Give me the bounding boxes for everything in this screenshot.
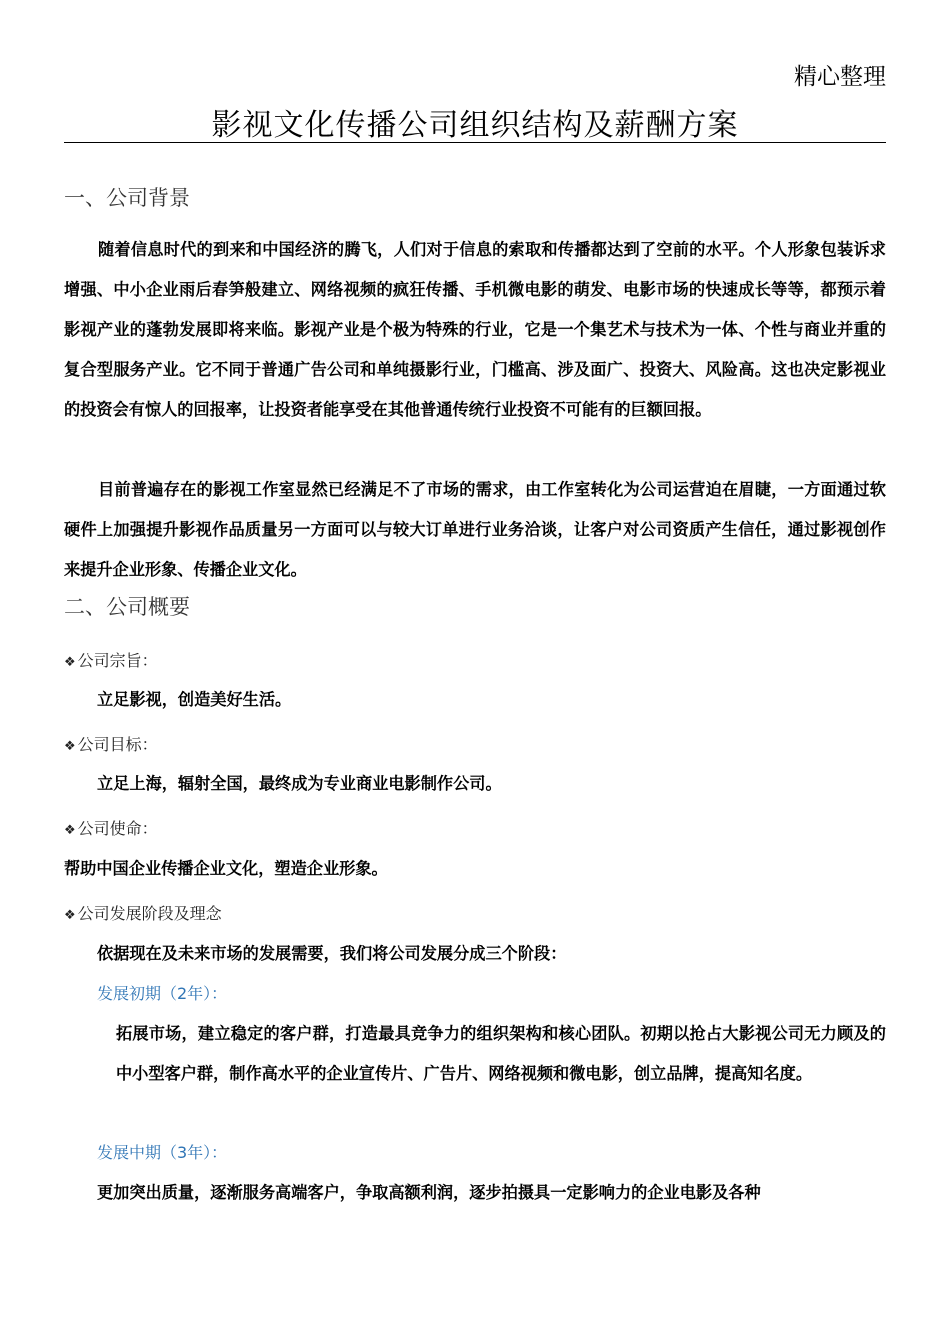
- diamond-bullet-icon: ❖: [64, 739, 76, 754]
- goal-text: 立足上海，辐射全国，最终成为专业商业电影制作公司。: [97, 774, 502, 793]
- diamond-bullet-icon: ❖: [64, 823, 76, 838]
- document-title: 影视文化传播公司组织结构及薪酬方案: [211, 108, 739, 143]
- diamond-bullet-icon: ❖: [64, 908, 76, 923]
- bullet-stages: [64, 901, 222, 929]
- purpose-label: 公司宗旨：: [77, 651, 158, 670]
- purpose-text: 立足影视，创造美好生活。: [97, 690, 292, 709]
- bullet-mission: [64, 816, 158, 844]
- bullet-goal: [64, 732, 158, 760]
- bullet-purpose: [64, 648, 158, 676]
- mission-label: 公司使命：: [77, 819, 158, 838]
- section-heading-overview: 二、公司概要: [64, 595, 190, 619]
- background-paragraph-1: 随着信息时代的到来和中国经济的腾飞，人们对于信息的索取和传播都达到了空前的水平。个人形象包装诉求增强、中小企业雨后春笋般建立、网络视频的疯狂传播、手机微电影的萌发、电影市场的快速成长等等，都预示着影视产业的蓬勃发展即将来临。影视产业是个极为特殊的行业，它是一个集艺术与技术为一体、个性与商业并重的复合型服务产业。它不同于普通广告公司和单纯摄影行业，门槛高、涉及面广、投资大、风险高。这也决定影视业的投资会有惊人的回报率，让投资者能享受在其他普通传统行业投资不可能有的巨额回报。: [64, 240, 886, 419]
- title-underline: [64, 142, 886, 143]
- stages-intro: 依据现在及未来市场的发展需要，我们将公司发展分成三个阶段：: [97, 944, 567, 963]
- goal-label: 公司目标：: [77, 735, 158, 754]
- background-paragraph-2: 目前普遍存在的影视工作室显然已经满足不了市场的需求，由工作室转化为公司运营迫在眉睫，一方面通过软硬件上加强提升影视作品质量另一方面可以与较大订单进行业务洽谈，让客户对公司资质产生信任，通过影视创作来提升企业形象、传播企业文化。: [64, 480, 886, 579]
- diamond-bullet-icon: ❖: [64, 655, 76, 670]
- stages-label: 公司发展阶段及理念: [77, 904, 222, 923]
- stage1-description: 拓展市场，建立稳定的客户群，打造最具竞争力的组织架构和核心团队。初期以抢占大影视公司无力顾及的中小型客户群，制作高水平的企业宣传片、广告片、网络视频和微电影，创立品牌，提高知名度。: [116, 1024, 886, 1083]
- header-note: 精心整理: [794, 64, 886, 90]
- stage2-title: 发展中期（3年）：: [97, 1143, 228, 1162]
- mission-text: 帮助中国企业传播企业文化，塑造企业形象。: [64, 859, 388, 878]
- stage2-description: 更加突出质量，逐渐服务高端客户，争取高额利润，逐步拍摄具一定影响力的企业电影及各种: [97, 1183, 761, 1202]
- section-heading-background: 一、公司背景: [64, 186, 190, 210]
- stage1-title: 发展初期（2年）：: [97, 984, 228, 1003]
